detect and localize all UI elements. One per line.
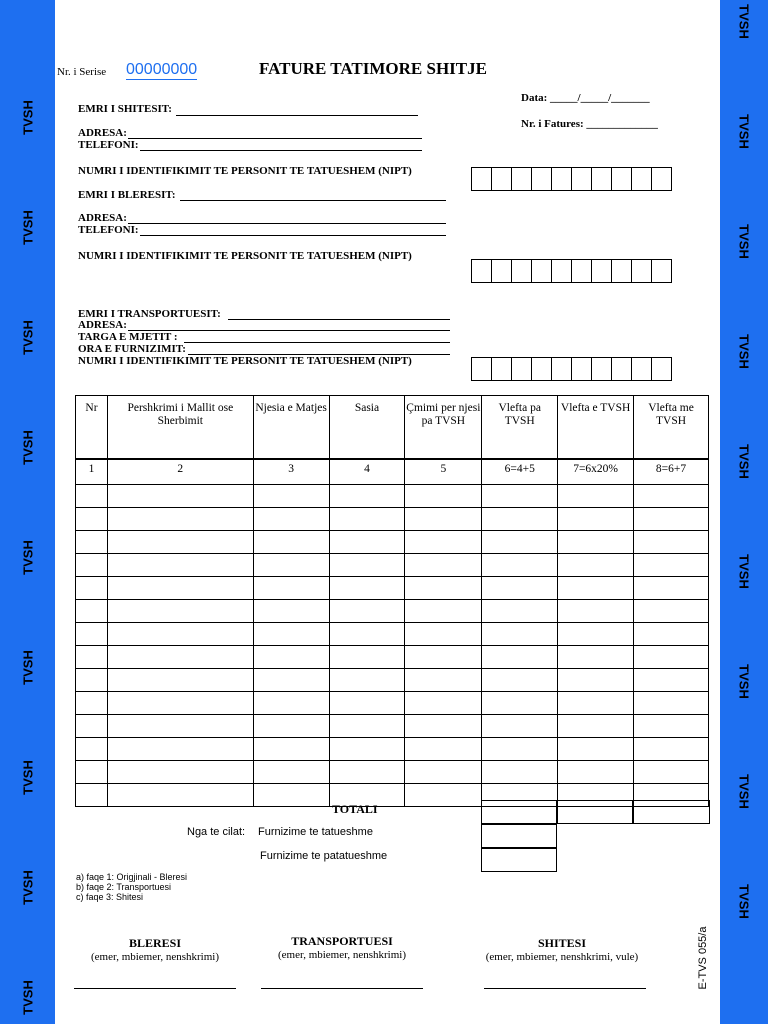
table-cell[interactable] <box>329 600 405 623</box>
table-cell[interactable] <box>482 485 558 508</box>
table-cell[interactable] <box>76 646 108 669</box>
table-cell[interactable] <box>634 669 709 692</box>
table-cell[interactable] <box>558 485 634 508</box>
of-which-label: Nga te cilat: <box>187 826 246 838</box>
buyer-nipt-boxes[interactable] <box>471 259 672 283</box>
band-label: TVSH <box>736 554 752 589</box>
non-taxable-label: Furnizime te patatueshme <box>260 850 388 862</box>
column-index: 8=6+7 <box>634 459 709 485</box>
transporter-time-label: ORA E FURNIZIMIT: <box>78 343 186 355</box>
table-cell[interactable] <box>405 508 482 531</box>
buyer-address-field[interactable] <box>128 223 446 224</box>
table-cell[interactable] <box>107 600 253 623</box>
table-cell[interactable] <box>76 577 108 600</box>
table-cell[interactable] <box>107 692 253 715</box>
table-header-row <box>76 396 709 460</box>
page-title: FATURE TATIMORE SHITJE <box>259 59 487 78</box>
table-cell[interactable] <box>253 577 329 600</box>
table-cell[interactable] <box>634 577 709 600</box>
taxable-value[interactable] <box>481 824 557 848</box>
table-cell[interactable] <box>482 531 558 554</box>
table-cell[interactable] <box>558 554 634 577</box>
table-cell[interactable] <box>76 669 108 692</box>
table-cell[interactable] <box>107 623 253 646</box>
table-cell[interactable] <box>482 669 558 692</box>
table-cell[interactable] <box>76 738 108 761</box>
table-cell[interactable] <box>634 738 709 761</box>
table-cell[interactable] <box>329 669 405 692</box>
table-cell[interactable] <box>76 531 108 554</box>
column-header: Vlefta e TVSH <box>558 396 634 460</box>
series-number: 00000000 <box>126 61 198 78</box>
table-row <box>76 531 709 554</box>
transporter-signature-hint: (emer, mbiemer, nenshkrimi) <box>277 949 407 961</box>
table-cell[interactable] <box>76 784 108 807</box>
taxable-label: Furnizime te tatueshme <box>258 826 373 838</box>
series-label: Nr. i Serise <box>57 66 107 78</box>
buyer-nipt-label: NUMRI I IDENTIFIKIMIT TE PERSONIT TE TATUESHEM (NIPT) <box>78 250 412 262</box>
column-header: Nr <box>76 396 108 460</box>
seller-phone-label: TELEFONI: <box>78 139 139 151</box>
table-cell[interactable] <box>329 761 405 784</box>
table-cell[interactable] <box>107 646 253 669</box>
seller-name-label: EMRI I SHITESIT: <box>78 103 172 115</box>
table-cell[interactable] <box>253 623 329 646</box>
table-cell[interactable] <box>107 508 253 531</box>
table-cell[interactable] <box>76 692 108 715</box>
table-cell[interactable] <box>558 669 634 692</box>
table-cell[interactable] <box>329 485 405 508</box>
table-cell[interactable] <box>253 738 329 761</box>
band-label: TVSH <box>20 540 36 575</box>
band-label: TVSH <box>20 320 36 355</box>
table-row <box>76 600 709 623</box>
table-cell[interactable] <box>558 508 634 531</box>
table-cell[interactable] <box>558 761 634 784</box>
table-cell[interactable] <box>405 485 482 508</box>
table-cell[interactable] <box>482 715 558 738</box>
column-header: Vlefta pa TVSH <box>482 396 558 460</box>
column-header: Vlefta me TVSH <box>634 396 709 460</box>
column-header: Pershkrimi i Mallit ose Sherbimit <box>107 396 253 460</box>
table-cell[interactable] <box>482 554 558 577</box>
table-cell[interactable] <box>405 623 482 646</box>
buyer-signature-title: BLERESI <box>128 936 182 950</box>
table-cell[interactable] <box>329 577 405 600</box>
table-cell[interactable] <box>482 623 558 646</box>
band-label: TVSH <box>20 650 36 685</box>
column-header: Çmimi per njesi pa TVSH <box>405 396 482 460</box>
table-cell[interactable] <box>482 646 558 669</box>
table-row <box>76 554 709 577</box>
copy-note: b) faqe 2: Transportuesi <box>76 882 172 892</box>
table-cell[interactable] <box>405 531 482 554</box>
seller-nipt-label: NUMRI I IDENTIFIKIMIT TE PERSONIT TE TATUESHEM (NIPT) <box>78 165 412 177</box>
table-row <box>76 508 709 531</box>
band-label: TVSH <box>736 4 752 39</box>
total-value-vat[interactable] <box>557 800 633 824</box>
transporter-address-label: ADRESA: <box>78 319 127 331</box>
table-row <box>76 761 709 784</box>
buyer-address-label: ADRESA: <box>78 212 127 224</box>
column-index: 6=4+5 <box>482 459 558 485</box>
band-label: TVSH <box>20 870 36 905</box>
table-cell[interactable] <box>107 761 253 784</box>
table-cell[interactable] <box>558 646 634 669</box>
table-cell[interactable] <box>107 669 253 692</box>
band-label: TVSH <box>736 664 752 699</box>
table-cell[interactable] <box>107 784 253 807</box>
table-cell[interactable] <box>253 715 329 738</box>
table-cell[interactable] <box>634 600 709 623</box>
table-row <box>76 715 709 738</box>
table-cell[interactable] <box>107 531 253 554</box>
table-cell[interactable] <box>405 669 482 692</box>
seller-name-field[interactable] <box>176 115 418 116</box>
band-label: TVSH <box>736 334 752 369</box>
transporter-signature-title: TRANSPORTUESI <box>291 934 393 948</box>
transporter-signature-line[interactable] <box>261 988 423 989</box>
table-cell[interactable] <box>107 554 253 577</box>
buyer-name-field[interactable] <box>180 200 446 201</box>
band-label: TVSH <box>20 980 36 1015</box>
transporter-name-label: EMRI I TRANSPORTUESIT: <box>78 308 221 320</box>
seller-address-label: ADRESA: <box>78 127 127 139</box>
table-row <box>76 669 709 692</box>
table-cell[interactable] <box>253 784 329 807</box>
table-row <box>76 738 709 761</box>
column-index: 2 <box>107 459 253 485</box>
table-cell[interactable] <box>405 761 482 784</box>
table-cell[interactable] <box>634 554 709 577</box>
column-index: 5 <box>405 459 482 485</box>
band-label: TVSH <box>736 224 752 259</box>
table-row <box>76 692 709 715</box>
table-cell[interactable] <box>405 715 482 738</box>
table-cell[interactable] <box>329 715 405 738</box>
table-cell[interactable] <box>76 623 108 646</box>
table-cell[interactable] <box>253 600 329 623</box>
table-cell[interactable] <box>558 738 634 761</box>
column-index: 3 <box>253 459 329 485</box>
transporter-signature <box>254 934 430 961</box>
seller-nipt-boxes[interactable] <box>471 167 672 191</box>
table-cell[interactable] <box>329 738 405 761</box>
total-value-gross[interactable] <box>633 800 710 824</box>
band-label: TVSH <box>736 114 752 149</box>
left-band <box>0 0 55 1024</box>
table-cell[interactable] <box>405 577 482 600</box>
table-cell[interactable] <box>405 784 482 807</box>
table-cell[interactable] <box>253 554 329 577</box>
transporter-nipt-label: NUMRI I IDENTIFIKIMIT TE PERSONIT TE TATUESHEM (NIPT) <box>78 355 412 367</box>
table-cell[interactable] <box>405 738 482 761</box>
table-cell[interactable] <box>253 692 329 715</box>
column-header: Sasia <box>329 396 405 460</box>
table-cell[interactable] <box>558 715 634 738</box>
table-cell[interactable] <box>253 485 329 508</box>
table-cell[interactable] <box>329 646 405 669</box>
table-cell[interactable] <box>634 692 709 715</box>
form-code: E-TVS 055/a <box>697 926 709 990</box>
buyer-signature <box>74 936 236 963</box>
table-cell[interactable] <box>634 531 709 554</box>
band-label: TVSH <box>20 760 36 795</box>
seller-signature-title: SHITESI <box>537 936 587 950</box>
band-label: TVSH <box>20 430 36 465</box>
table-cell[interactable] <box>482 692 558 715</box>
table-cell[interactable] <box>253 669 329 692</box>
table-cell[interactable] <box>329 692 405 715</box>
table-cell[interactable] <box>76 508 108 531</box>
table-cell[interactable] <box>107 738 253 761</box>
table-cell[interactable] <box>634 508 709 531</box>
transporter-nipt-boxes[interactable] <box>471 357 672 381</box>
table-cell[interactable] <box>253 646 329 669</box>
transporter-plate-field[interactable] <box>184 342 450 343</box>
table-cell[interactable] <box>558 531 634 554</box>
table-cell[interactable] <box>329 554 405 577</box>
table-cell[interactable] <box>634 646 709 669</box>
table-cell[interactable] <box>253 508 329 531</box>
buyer-name-label: EMRI I BLERESIT: <box>78 189 176 201</box>
buyer-phone-field[interactable] <box>140 235 446 236</box>
table-row <box>76 623 709 646</box>
table-cell[interactable] <box>329 531 405 554</box>
table-cell[interactable] <box>558 577 634 600</box>
table-cell[interactable] <box>76 715 108 738</box>
table-cell[interactable] <box>405 692 482 715</box>
seller-signature <box>470 936 654 963</box>
band-label: TVSH <box>736 444 752 479</box>
seller-signature-line[interactable] <box>484 988 646 989</box>
table-cell[interactable] <box>107 577 253 600</box>
table-cell[interactable] <box>558 600 634 623</box>
table-cell[interactable] <box>253 531 329 554</box>
table-row <box>76 646 709 669</box>
table-cell[interactable] <box>329 623 405 646</box>
table-row <box>76 485 709 508</box>
table-cell[interactable] <box>107 485 253 508</box>
table-cell[interactable] <box>405 554 482 577</box>
copy-note: a) faqe 1: Origjinali - Bleresi <box>76 872 188 882</box>
seller-signature-hint: (emer, mbiemer, nenshkrimi, vule) <box>485 951 639 963</box>
table-cell[interactable] <box>558 623 634 646</box>
band-label: TVSH <box>20 210 36 245</box>
copies-note <box>76 872 187 902</box>
table-cell[interactable] <box>405 646 482 669</box>
table-cell[interactable] <box>329 508 405 531</box>
date-field[interactable]: Data: _____/_____/_______ <box>521 92 650 104</box>
seller-address-field[interactable] <box>128 138 422 139</box>
table-cell[interactable] <box>76 554 108 577</box>
band-label: TVSH <box>20 100 36 135</box>
table-cell[interactable] <box>634 485 709 508</box>
total-value-net[interactable] <box>481 800 557 824</box>
table-cell[interactable] <box>558 692 634 715</box>
buyer-phone-label: TELEFONI: <box>78 224 139 236</box>
band-label: TVSH <box>736 884 752 919</box>
table-cell[interactable] <box>634 623 709 646</box>
non-taxable-value[interactable] <box>481 848 557 872</box>
table-cell[interactable] <box>76 485 108 508</box>
table-cell[interactable] <box>482 738 558 761</box>
transporter-plate-label: TARGA E MJETIT : <box>78 331 178 343</box>
table-cell[interactable] <box>76 761 108 784</box>
band-label: TVSH <box>736 774 752 809</box>
seller-phone-field[interactable] <box>140 150 422 151</box>
table-cell[interactable] <box>253 761 329 784</box>
invoice-number-field[interactable]: Nr. i Fatures: _____________ <box>521 118 658 130</box>
table-cell[interactable] <box>76 600 108 623</box>
table-row <box>76 577 709 600</box>
column-index: 7=6x20% <box>558 459 634 485</box>
column-index: 4 <box>329 459 405 485</box>
table-cell[interactable] <box>482 761 558 784</box>
buyer-signature-line[interactable] <box>74 988 236 989</box>
table-cell[interactable] <box>634 715 709 738</box>
items-table <box>75 395 709 807</box>
column-header: Njesia e Matjes <box>253 396 329 460</box>
table-cell[interactable] <box>634 761 709 784</box>
column-index: 1 <box>76 459 108 485</box>
total-label: TOTALI <box>332 802 378 816</box>
buyer-signature-hint: (emer, mbiemer, nenshkrimi) <box>90 951 220 963</box>
table-cell[interactable] <box>482 508 558 531</box>
right-band <box>720 0 768 1024</box>
table-cell[interactable] <box>107 715 253 738</box>
table-cell[interactable] <box>405 600 482 623</box>
copy-note: c) faqe 3: Shitesi <box>76 892 144 902</box>
transporter-name-field[interactable] <box>228 319 450 320</box>
table-cell[interactable] <box>482 577 558 600</box>
table-cell[interactable] <box>482 600 558 623</box>
column-index-row <box>76 459 709 485</box>
